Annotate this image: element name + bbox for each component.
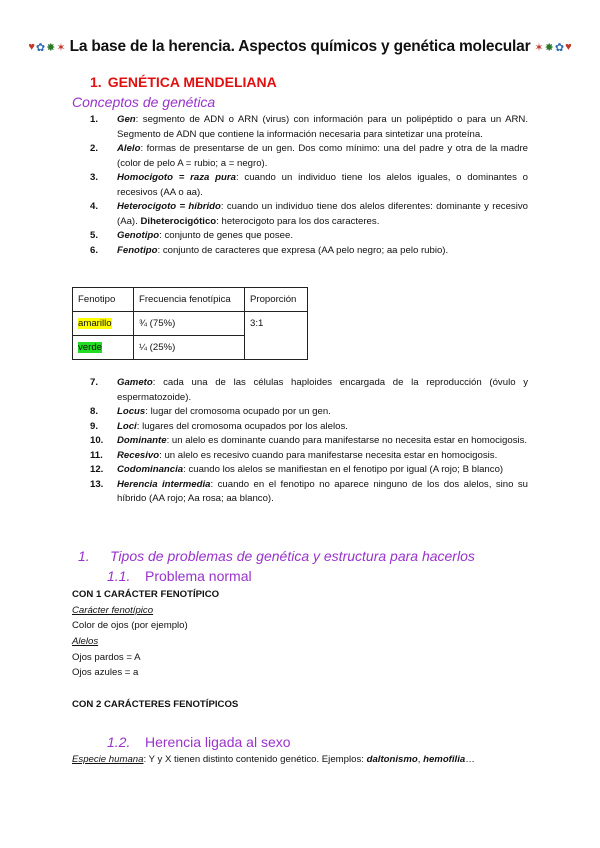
label-especie-humana: Especie humana <box>72 754 144 765</box>
heart-icon: ♥ <box>565 40 572 53</box>
flower-icon: ✿ <box>554 41 565 54</box>
example-daltonismo: daltonismo <box>366 754 418 765</box>
highlight-verde: verde <box>78 342 102 353</box>
table-cell <box>73 336 134 360</box>
phenotype-table <box>72 287 308 360</box>
definition-item: 2. Alelo: formas de presentarse de un gen. Dos como mínimo: una del padre y otra de la madre (color de pelo A = rubio; a = negro). <box>90 143 528 169</box>
definition-item: 13. Herencia intermedia: cuando en el fenotipo no aparece ninguno de los dos alelos, sino su híbrido (AA rojo; Aa rosa; aa blanco). <box>90 478 528 504</box>
definition-item: 1. Gen: segmento de ADN o ARN (virus) con información para un polipéptido o para un ARN. Segmento de ADN que contiene la información necesaria para sintetizar una proteína. <box>90 114 528 140</box>
definitions-list-2 <box>90 376 528 507</box>
decoration-right <box>534 41 571 54</box>
definition-item: 8. Locus: lugar del cromosoma ocupado por un gen. <box>90 406 331 417</box>
heading-2-caracteres: CON 2 CARÁCTERES FENOTÍPICOS <box>72 699 239 710</box>
section-title: GENÉTICA MENDELIANA <box>107 74 277 90</box>
definition-item: 7. Gameto: cada una de las células haploides encargada de la reproducción (óvulo y espermatozoide). <box>90 377 528 403</box>
star-icon: ✶ <box>534 41 544 54</box>
definition-item: 11. Recesivo: un alelo es recesivo cuando para manifestarse necesita estar en homocigosis. <box>90 449 498 461</box>
table-header-cell: Frecuencia fenotípica <box>134 288 245 312</box>
section-number: 1. <box>78 548 90 564</box>
definitions-list-1 <box>90 113 528 258</box>
section-title: Tipos de problemas de genética y estructura para hacerlos <box>110 548 475 564</box>
subsection-heading-conceptos: Conceptos de genética <box>72 94 216 110</box>
table-cell <box>73 312 134 336</box>
section-heading-genetica-mendeliana <box>90 74 277 90</box>
definition-item: 12. Codominancia: cuando los alelos se manifiestan en el fenotipo por igual (A rojo; B blanco) <box>90 464 504 475</box>
definition-item: 4. Heterocigoto = híbrido: cuando un individuo tiene dos alelos diferentes: dominante y recesivo (Aa). Diheterocigótico: heterocigoto para los dos caracteres. <box>90 201 528 227</box>
label-caracter-fenotipico: Carácter fenotípico <box>72 605 154 616</box>
section-title: Herencia ligada al sexo <box>145 734 291 750</box>
table-cell-proporcion: 3:1 <box>245 312 308 360</box>
section-heading-herencia-ligada-sexo <box>107 734 291 750</box>
section-number: 1.1. <box>107 568 131 584</box>
sparkle-icon: ✸ <box>46 41 56 54</box>
section-heading-tipos-problemas <box>78 548 475 564</box>
highlight-amarillo: amarillo <box>78 318 112 329</box>
decoration-left <box>28 41 65 54</box>
label-alelos: Alelos <box>72 636 99 647</box>
section-number: 1.2. <box>107 734 131 750</box>
star-icon: ✶ <box>56 41 66 54</box>
definition-item: 5. Genotipo: conjunto de genes que posee. <box>90 230 293 241</box>
example-hemofilia: hemofilia <box>423 754 466 765</box>
definition-item: 9. Loci: lugares del cromosoma ocupados por los alelos. <box>90 420 348 432</box>
definition-item: 3. Homocigoto = raza pura: cuando un individuo tiene los alelos iguales, o dominantes o recesivos (AA o aa). <box>90 172 529 198</box>
definition-item: 6. Fenotipo: conjunto de caracteres que expresa (AA pelo negro; aa pelo rubio). <box>90 244 449 256</box>
value-caracter-fenotipico: Color de ojos (por ejemplo) <box>72 620 188 631</box>
table-header-cell: Proporción <box>245 288 308 312</box>
heading-1-caracter: CON 1 CARÁCTER FENOTÍPICO <box>72 589 220 600</box>
herencia-sexo-text: Especie humana: Y y X tienen distinto contenido genético. Ejemplos: daltonismo, hemofilia… <box>72 754 475 765</box>
table-cell: ¾ (75%) <box>134 312 245 336</box>
table-header-cell: Fenotipo <box>73 288 134 312</box>
table-header-row <box>73 288 308 312</box>
section-title: Problema normal <box>145 568 252 584</box>
sparkle-icon: ✸ <box>544 41 554 54</box>
table-row <box>73 312 308 336</box>
section-number: 1. <box>90 74 102 90</box>
value-alelo-2: Ojos azules = a <box>72 667 139 678</box>
section-heading-problema-normal <box>107 568 252 584</box>
page-header <box>8 38 592 56</box>
heart-icon: ♥ <box>28 40 35 53</box>
flower-icon: ✿ <box>35 41 46 54</box>
document-title: La base de la herencia. Aspectos químicos y genética molecular <box>69 38 531 55</box>
definition-item: 10. Dominante: un alelo es dominante cuando para manifestarse no necesita estar en homocigosis. <box>90 435 528 446</box>
table-cell: ¼ (25%) <box>134 336 245 360</box>
value-alelo-1: Ojos pardos = A <box>72 652 141 663</box>
